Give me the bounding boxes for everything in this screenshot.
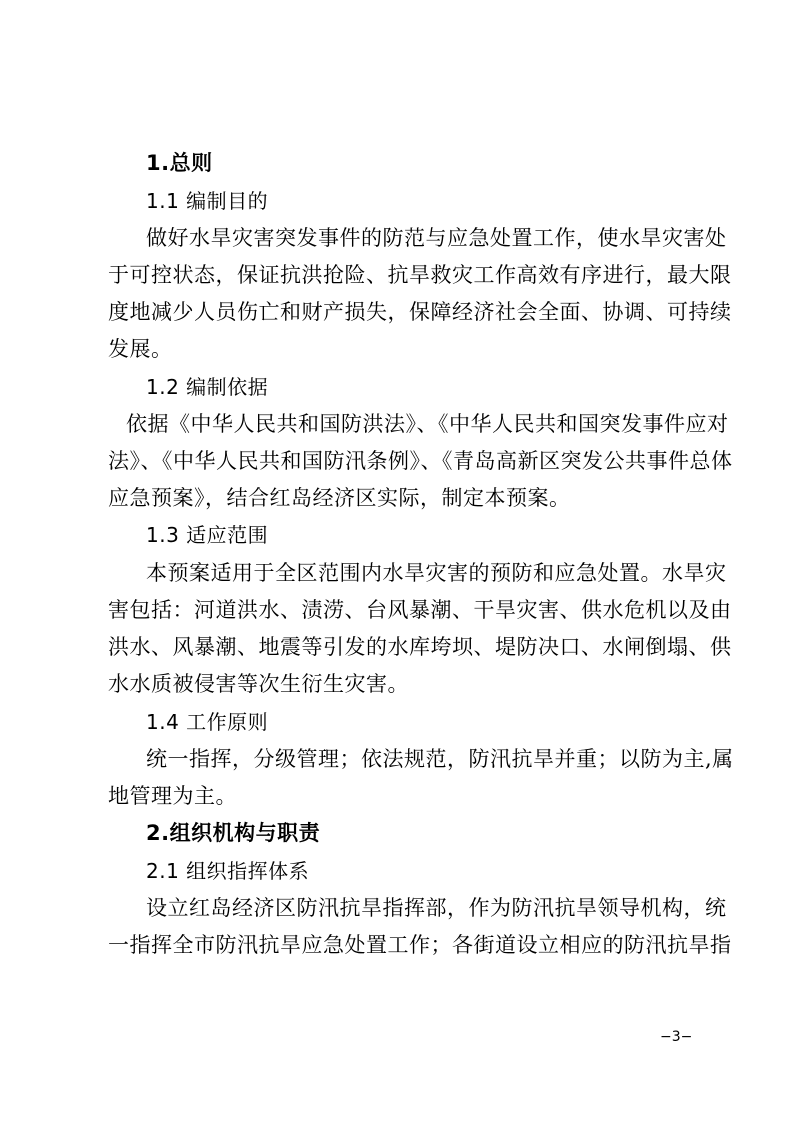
section-2-title: 2.组织机构与职责 <box>146 821 321 845</box>
section-2-1-title: 2.1 组织指挥体系 <box>146 859 310 883</box>
paragraph-line: 害包括：河道洪水、渍涝、台风暴潮、干旱灾害、供水危机以及由 <box>108 598 732 622</box>
paragraph-line: 做好水旱灾害突发事件的防范与应急处置工作，使水旱灾害处 <box>146 226 727 250</box>
paragraph-line: 地管理为主。 <box>108 784 237 808</box>
paragraph-line: 统一指挥，分级管理；依法规范，防汛抗旱并重；以防为主,属 <box>146 747 734 771</box>
paragraph-line: 发展。 <box>108 337 173 361</box>
paragraph-line: 本预案适用于全区范围内水旱灾害的预防和应急处置。水旱灾 <box>146 561 727 585</box>
paragraph-line: 洪水、风暴潮、地震等引发的水库垮坝、堤防决口、水闸倒塌、供 <box>108 635 732 659</box>
section-1-2-title: 1.2 编制依据 <box>146 375 269 399</box>
paragraph-line: 于可控状态，保证抗洪抢险、抗旱救灾工作高效有序进行，最大限 <box>108 263 732 287</box>
paragraph-line: 度地减少人员伤亡和财产损失，保障经济社会全面、协调、可持续 <box>108 300 732 324</box>
section-1-title: 1.总则 <box>146 151 213 175</box>
paragraph-line: 一指挥全市防汛抗旱应急处置工作；各街道设立相应的防汛抗旱指 <box>108 933 732 957</box>
paragraph-line: 设立红岛经济区防汛抗旱指挥部，作为防汛抗旱领导机构，统 <box>146 896 727 920</box>
section-1-3-title: 1.3 适应范围 <box>146 523 269 547</box>
paragraph-line: 水水质被侵害等次生衍生灾害。 <box>108 672 409 696</box>
paragraph-line: 应急预案》，结合红岛经济区实际，制定本预案。 <box>108 486 571 510</box>
paragraph-line: 法》、《中华人民共和国防汛条例》、《青岛高新区突发公共事件总体 <box>108 449 733 473</box>
paragraph-line: 依据《中华人民共和国防洪法》、《中华人民共和国突发事件应对 <box>126 412 729 436</box>
section-1-1-title: 1.1 编制目的 <box>146 189 269 213</box>
section-1-4-title: 1.4 工作原则 <box>146 710 269 734</box>
page-number: −3− <box>660 1029 693 1045</box>
